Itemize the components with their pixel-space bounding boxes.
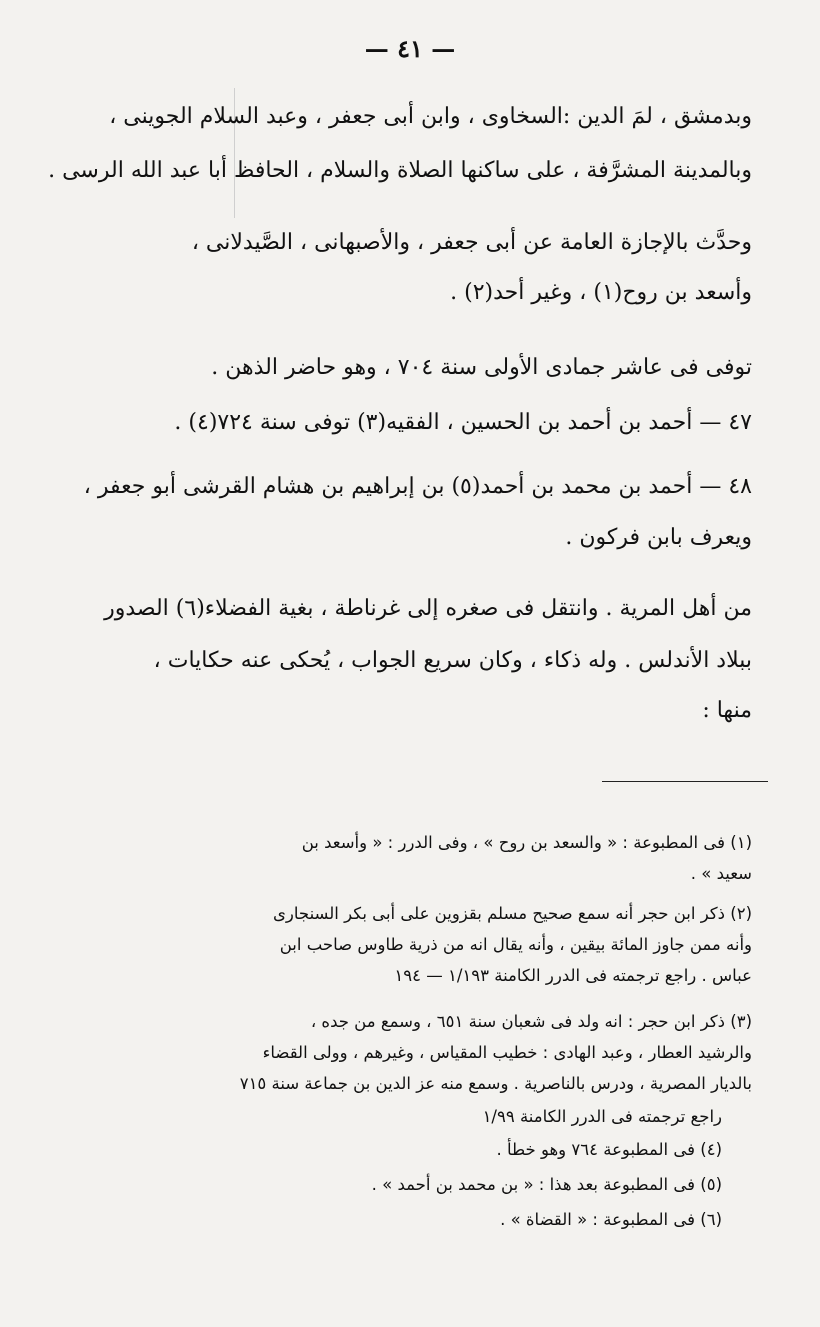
text-line: ببلاد الأندلس . وله ذكاء ، وكان سريع الجواب ، يُحكى عنه حكايات ،: [153, 648, 752, 673]
footnote-divider: [602, 781, 768, 782]
footnote-line: والرشيد العطار ، وعبد الهادى : خطيب المقياس ، وغيرهم ، وولى القضاء: [262, 1043, 752, 1062]
footnote-line: (٣) ذكر ابن حجر : انه ولد فى شعبان سنة ٦٥١ ، وسمع من جده ،: [310, 1012, 752, 1031]
text-line: وبالمدينة المشرَّفة ، على ساكنها الصلاة والسلام ، الحافظ أبا عبد الله الرسى .: [48, 158, 752, 183]
footnote-line: بالديار المصرية ، ودرس بالناصرية . وسمع منه عز الدين بن جماعة سنة ٧١٥: [239, 1074, 752, 1093]
footnote-line: راجع ترجمته فى الدرر الكامنة ١/٩٩: [482, 1107, 722, 1126]
footnote-line: وأنه ممن جاوز المائة بيقين ، وأنه يقال انه من ذرية طاوس صاحب ابن: [279, 935, 752, 954]
footnote-line: (٦) فى المطبوعة : « القضاة » .: [500, 1210, 722, 1229]
text-line: منها :: [702, 698, 752, 723]
text-line: ويعرف بابن فركون .: [565, 525, 752, 550]
text-line: من أهل المرية . وانتقل فى صغره إلى غرناطة ، بغية الفضلاء(٦) الصدور: [104, 596, 752, 621]
footnote-line: (٢) ذكر ابن حجر أنه سمع صحيح مسلم بقزوين على أبى بكر السنجارى: [273, 904, 752, 923]
page-number: — ٤١ —: [364, 34, 456, 63]
footnote-line: (٥) فى المطبوعة بعد هذا : « بن محمد بن أحمد » .: [371, 1175, 722, 1194]
text-line: وأسعد بن روح(١) ، وغير أحد(٢) .: [450, 280, 752, 305]
footnote-line: عباس . راجع ترجمته فى الدرر الكامنة ١/١٩٣ — ١٩٤: [394, 966, 752, 985]
text-line: وحدَّث بالإجازة العامة عن أبى جعفر ، والأصبهانى ، الصَّيدلانى ،: [191, 230, 752, 255]
text-line: وبدمشق ، لمَ الدين :السخاوى ، وابن أبى جعفر ، وعبد السلام الجوينى ،: [109, 104, 752, 129]
footnote-line: سعيد » .: [690, 864, 752, 883]
entry-heading: ٤٨ — أحمد بن محمد بن أحمد(٥) بن إبراهيم بن هشام القرشى أبو جعفر ،: [83, 474, 752, 499]
entry-heading: ٤٧ — أحمد بن أحمد بن الحسين ، الفقيه(٣) توفى سنة ٧٢٤(٤) .: [174, 410, 752, 435]
text-line: توفى فى عاشر جمادى الأولى سنة ٧٠٤ ، وهو حاضر الذهن .: [211, 355, 752, 380]
footnote-line: (٤) فى المطبوعة ٧٦٤ وهو خطأ .: [496, 1140, 722, 1159]
footnote-line: (١) فى المطبوعة : « والسعد بن روح » ، وفى الدرر : « وأسعد بن: [301, 833, 752, 852]
